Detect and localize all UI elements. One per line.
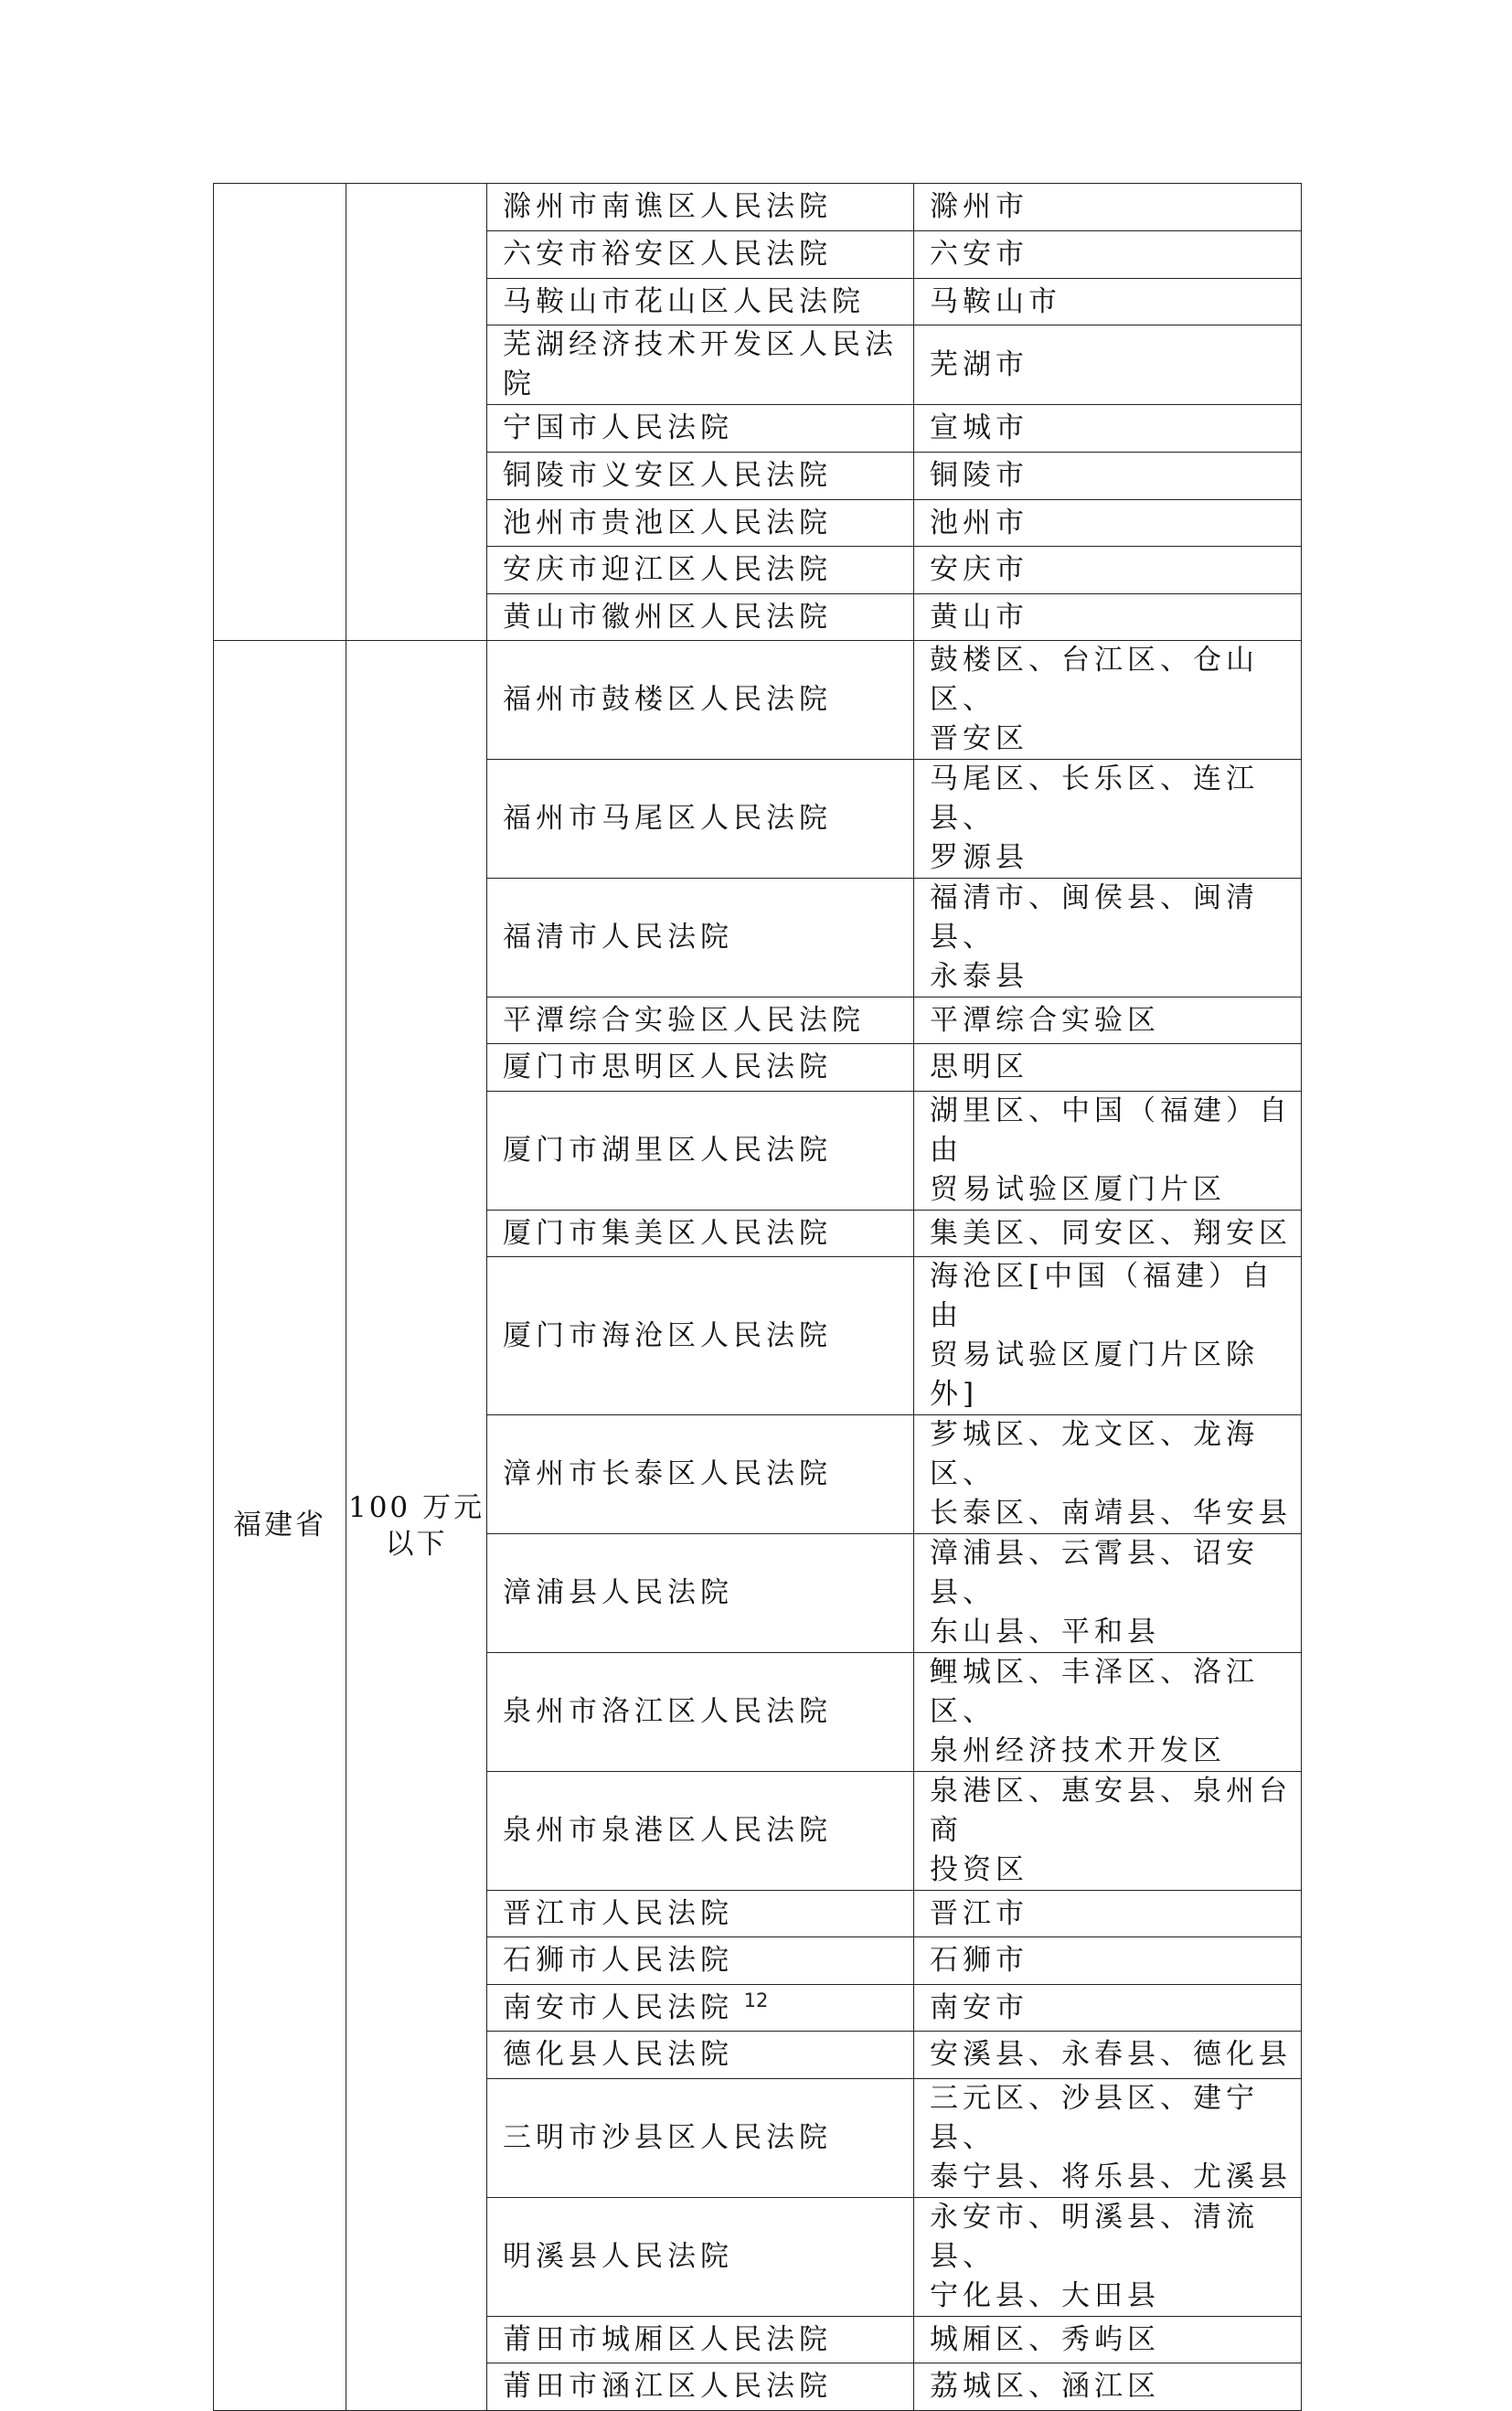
jurisdiction-line: 罗源县 — [930, 841, 1028, 874]
jurisdiction-cell — [914, 760, 1302, 879]
court-name-cell: 莆田市涵江区人民法院 — [487, 2363, 914, 2411]
court-name-cell: 黄山市徽州区人民法院 — [487, 594, 914, 641]
jurisdiction-cell: 铜陵市 — [914, 453, 1302, 500]
jurisdiction-line: 集美区、同安区、翔安区 — [930, 1216, 1292, 1250]
jurisdiction-line: 永泰县 — [930, 960, 1028, 993]
court-name-cell: 泉州市洛江区人民法院 — [487, 1653, 914, 1772]
jurisdiction-line: 宁化县、大田县 — [930, 2279, 1160, 2312]
court-name-cell: 晋江市人民法院 — [487, 1891, 914, 1937]
court-name-cell: 滁州市南谯区人民法院 — [487, 184, 914, 231]
court-name-cell: 漳浦县人民法院 — [487, 1534, 914, 1653]
jurisdiction-cell: 安庆市 — [914, 547, 1302, 594]
province-cell: 福建省 — [214, 641, 346, 2411]
court-name-cell: 铜陵市义安区人民法院 — [487, 453, 914, 500]
jurisdiction-cell — [914, 997, 1302, 1044]
jurisdiction-cell: 马鞍山市 — [914, 279, 1302, 325]
jurisdiction-cell: 六安市 — [914, 231, 1302, 279]
court-name-cell: 莆田市城厢区人民法院 — [487, 2317, 914, 2363]
jurisdiction-line: 泉港区、惠安县、泉州台商 — [930, 1775, 1292, 1847]
court-jurisdiction-table — [213, 183, 1302, 2411]
jurisdiction-line: 贸易试验区厦门片区除外] — [930, 1339, 1259, 1411]
jurisdiction-line: 鲤城区、丰泽区、洛江区、 — [930, 1656, 1259, 1728]
jurisdiction-cell — [914, 1415, 1302, 1534]
province-cell — [214, 184, 346, 641]
jurisdiction-line: 湖里区、中国（福建）自由 — [930, 1094, 1292, 1167]
jurisdiction-cell — [914, 879, 1302, 997]
jurisdiction-cell — [914, 2317, 1302, 2363]
table-row — [214, 641, 1302, 760]
amount-line: 100 万元 — [347, 1490, 485, 1524]
jurisdiction-line: 马尾区、长乐区、连江县、 — [930, 763, 1259, 835]
jurisdiction-line: 泰宁县、将乐县、尤溪县 — [930, 2160, 1292, 2193]
jurisdiction-line: 晋江市 — [930, 1896, 1028, 1930]
jurisdiction-cell: 池州市 — [914, 500, 1302, 547]
jurisdiction-cell: 滁州市 — [914, 184, 1302, 231]
jurisdiction-line: 荔城区、涵江区 — [930, 2370, 1160, 2403]
court-name-cell: 六安市裕安区人民法院 — [487, 231, 914, 279]
jurisdiction-cell: 芜湖市 — [914, 325, 1302, 405]
jurisdiction-cell: 黄山市 — [914, 594, 1302, 641]
court-name-cell: 厦门市湖里区人民法院 — [487, 1092, 914, 1211]
table-body — [214, 184, 1302, 2411]
court-name-cell: 福清市人民法院 — [487, 879, 914, 997]
court-name-cell: 漳州市长泰区人民法院 — [487, 1415, 914, 1534]
court-name-cell: 福州市马尾区人民法院 — [487, 760, 914, 879]
table-row — [214, 184, 1302, 231]
court-name-cell: 泉州市泉港区人民法院 — [487, 1772, 914, 1891]
jurisdiction-line: 泉州经济技术开发区 — [930, 1734, 1226, 1767]
jurisdiction-cell — [914, 2363, 1302, 2411]
court-name-cell: 厦门市思明区人民法院 — [487, 1044, 914, 1092]
court-name-cell: 三明市沙县区人民法院 — [487, 2079, 914, 2198]
court-name-cell: 平潭综合实验区人民法院 — [487, 997, 914, 1044]
jurisdiction-cell: 宣城市 — [914, 405, 1302, 453]
amount-line: 以下 — [385, 1527, 448, 1561]
jurisdiction-line: 安溪县、永春县、德化县 — [930, 2038, 1292, 2071]
page-number: 12 — [743, 1990, 769, 2011]
jurisdiction-line: 芗城区、龙文区、龙海区、 — [930, 1418, 1259, 1490]
jurisdiction-line: 贸易试验区厦门片区 — [930, 1173, 1226, 1206]
jurisdiction-cell — [914, 2198, 1302, 2317]
jurisdiction-line: 晋安区 — [930, 722, 1028, 755]
amount-cell — [346, 184, 487, 641]
jurisdiction-line: 思明区 — [930, 1051, 1028, 1083]
court-name-cell: 南安市人民法院 — [487, 1985, 914, 2032]
jurisdiction-cell — [914, 1937, 1302, 1985]
jurisdiction-line: 城厢区、秀屿区 — [930, 2322, 1160, 2356]
jurisdiction-line: 石狮市 — [930, 1944, 1028, 1977]
court-name-cell: 石狮市人民法院 — [487, 1937, 914, 1985]
jurisdiction-line: 福清市、闽侯县、闽清县、 — [930, 881, 1259, 954]
court-name-cell: 福州市鼓楼区人民法院 — [487, 641, 914, 760]
jurisdiction-cell — [914, 1092, 1302, 1211]
jurisdiction-line: 三元区、沙县区、建宁县、 — [930, 2082, 1259, 2154]
jurisdiction-line: 平潭综合实验区 — [930, 1003, 1160, 1037]
court-name-cell: 马鞍山市花山区人民法院 — [487, 279, 914, 325]
jurisdiction-cell — [914, 1891, 1302, 1937]
jurisdiction-cell — [914, 1044, 1302, 1092]
court-name-cell: 安庆市迎江区人民法院 — [487, 547, 914, 594]
jurisdiction-cell — [914, 1772, 1302, 1891]
jurisdiction-line: 海沧区[中国（福建）自由 — [930, 1260, 1275, 1332]
jurisdiction-line: 长泰区、南靖县、华安县 — [930, 1497, 1292, 1530]
court-name-cell: 厦门市海沧区人民法院 — [487, 1257, 914, 1415]
jurisdiction-line: 东山县、平和县 — [930, 1616, 1160, 1648]
jurisdiction-line: 投资区 — [930, 1853, 1028, 1886]
jurisdiction-cell — [914, 1653, 1302, 1772]
jurisdiction-cell — [914, 1211, 1302, 1257]
jurisdiction-line: 漳浦县、云霄县、诏安县、 — [930, 1537, 1259, 1609]
court-name-cell: 厦门市集美区人民法院 — [487, 1211, 914, 1257]
jurisdiction-line: 南安市 — [930, 1990, 1028, 2024]
jurisdiction-cell — [914, 641, 1302, 760]
jurisdiction-cell — [914, 1257, 1302, 1415]
jurisdiction-line: 鼓楼区、台江区、仓山区、 — [930, 644, 1259, 716]
court-name-cell: 芜湖经济技术开发区人民法院 — [487, 325, 914, 405]
amount-cell — [346, 641, 487, 2411]
jurisdiction-cell — [914, 1534, 1302, 1653]
jurisdiction-line: 永安市、明溪县、清流县、 — [930, 2201, 1259, 2273]
court-name-cell: 明溪县人民法院 — [487, 2198, 914, 2317]
jurisdiction-cell — [914, 2032, 1302, 2079]
court-name-cell: 池州市贵池区人民法院 — [487, 500, 914, 547]
court-name-cell: 德化县人民法院 — [487, 2032, 914, 2079]
court-name-cell: 宁国市人民法院 — [487, 405, 914, 453]
